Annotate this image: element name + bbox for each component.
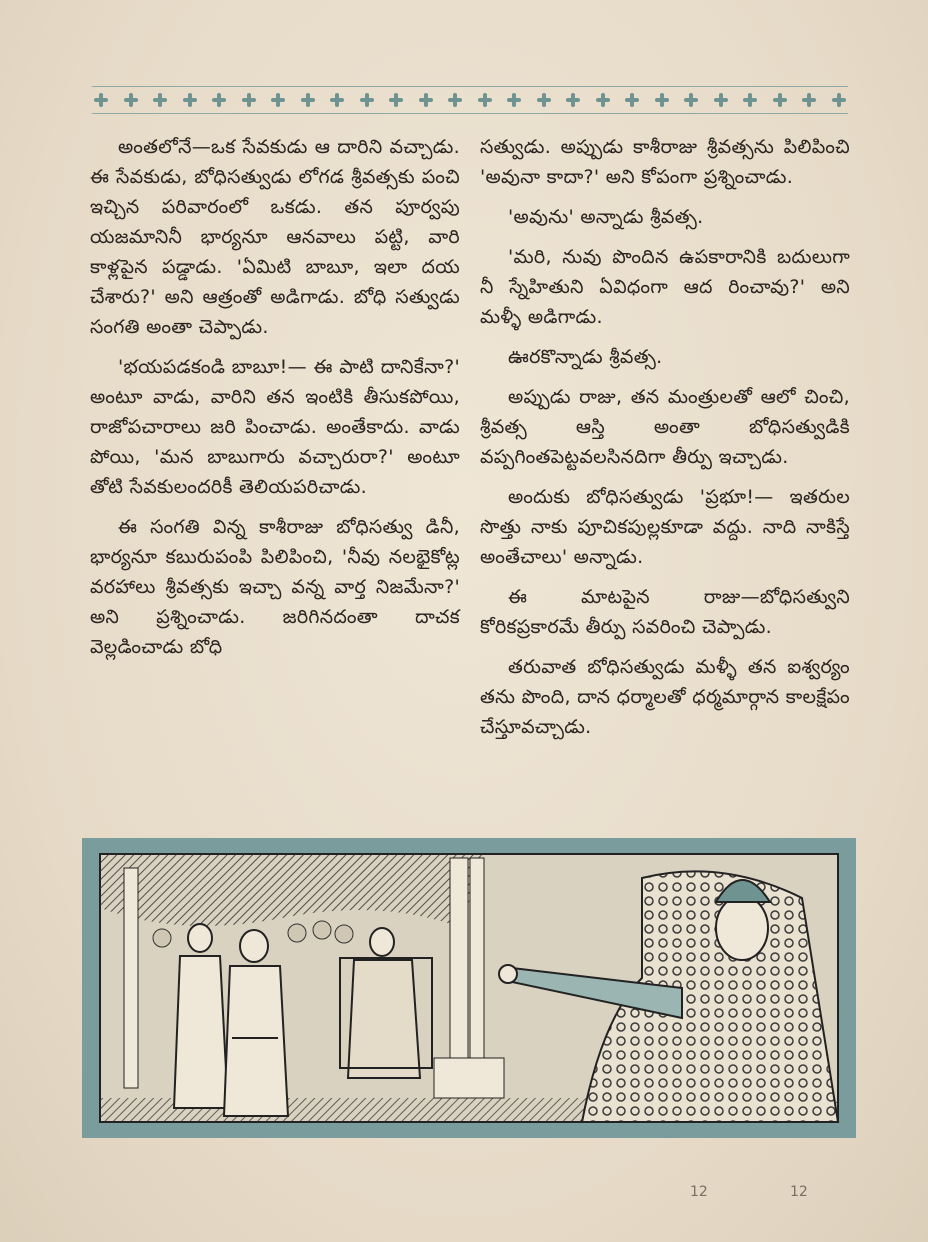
paragraph: సత్వుడు. అప్పుడు కాశీరాజు శ్రీవత్సను పిలిపించి 'అవునా కాదా?' అని కోపంగా ప్రశ్నించాడు. <box>480 136 850 188</box>
right-column <box>480 132 850 752</box>
ornament-icon <box>505 91 523 109</box>
ornament-icon <box>564 91 582 109</box>
ornament-icon <box>476 91 494 109</box>
ornament-icon <box>594 91 612 109</box>
ornament-icon <box>535 91 553 109</box>
ornament-icon <box>151 91 169 109</box>
ornament-icon <box>269 91 287 109</box>
ornament-icon <box>181 91 199 109</box>
paragraph: ఈ మాటపైన రాజు—బోధిసత్వుని కోరికప్రకారమే తీర్పు సవరించి చెప్పాడు. <box>480 586 850 638</box>
ornament-icon <box>741 91 759 109</box>
ornament-icon <box>712 91 730 109</box>
ornament-icon <box>682 91 700 109</box>
illustration-svg <box>82 838 856 1138</box>
ornament-icon <box>446 91 464 109</box>
ornament-icon <box>328 91 346 109</box>
paragraph: అందుకు బోధిసత్వుడు 'ప్రభూ!— ఇతరుల సొత్తు నాకు పూచికపుల్లకూడా వద్దు. నాది నాకిస్తే అంతేచాలు' అన్నాడు. <box>480 486 850 568</box>
ornament-icon <box>387 91 405 109</box>
decorative-border <box>92 86 848 114</box>
paragraph: అప్పుడు రాజు, తన మంత్రులతో ఆలో చించి, శ్రీవత్స ఆస్తి అంతా బోధిసత్వుడికి వప్పగింతపెట్టవలసినదిగా తీర్పు ఇచ్చాడు. <box>480 386 850 468</box>
ornament-icon <box>210 91 228 109</box>
left-column <box>90 132 460 672</box>
ornament-icon <box>800 91 818 109</box>
page-number: 12 <box>790 1184 808 1200</box>
paragraph: తరువాత బోధిసత్వుడు మళ్ళీ తన ఐశ్వర్యం తను పొంది, దాన ధర్మాలతో ధర్మమార్గాన కాలక్షేపం చేస్తూవచ్చాడు. <box>480 656 850 738</box>
ornament-icon <box>771 91 789 109</box>
ornament-icon <box>653 91 671 109</box>
ornament-icon <box>830 91 848 109</box>
ornament-icon <box>623 91 641 109</box>
paragraph: 'అవును' అన్నాడు శ్రీవత్స. <box>508 206 704 228</box>
ornament-icon <box>299 91 317 109</box>
ornament-icon <box>417 91 435 109</box>
ornament-icon <box>358 91 376 109</box>
paragraph: అంతలోనే—ఒక సేవకుడు ఆ దారిని వచ్చాడు. ఈ సేవకుడు, బోధిసత్వుడు లోగడ శ్రీవత్సకు పంచి ఇచ్చిన పరివారంలో ఒకడు. తన పూర్వపు యజమానినీ భార్యనూ ఆనవాలు పట్టి, వారి కాళ్లపైన పడ్డాడు. 'ఏమిటి బాబూ, ఇలా దయ చేశారు?' అని ఆత్రంతో అడిగాడు. బోధి సత్వుడు సంగతి అంతా చెప్పాడు. <box>90 136 460 338</box>
ornament-icon <box>240 91 258 109</box>
ornament-icon <box>122 91 140 109</box>
court-scene-illustration <box>82 838 856 1138</box>
paragraph: 'భయపడకండి బాబూ!— ఈ పాటి దానికేనా?' అంటూ వాడు, వారిని తన ఇంటికి తీసుకపోయి, రాజోపచారాలు జరి పించాడు. అంతేకాదు. వాడు పోయి, 'మన బాబుగారు వచ్చారురా?' అంటూ తోటి సేవకులందరికీ తెలియపరిచాడు. <box>90 356 460 498</box>
page-number: 12 <box>690 1184 708 1200</box>
ornament-icon <box>92 91 110 109</box>
paragraph: ఊరకొన్నాడు శ్రీవత్స. <box>508 346 663 368</box>
paragraph: ఈ సంగతి విన్న కాశీరాజు బోధిసత్వు డినీ, భార్యనూ కబురుపంపి పిలిపించి, 'నీవు నలభైకోట్ల వరహాలు శ్రీవత్సకు ఇచ్చా వన్న వార్త నిజమేనా?' అని ప్రశ్నించాడు. జరిగినదంతా దాచక వెల్లడించాడు బోధి <box>90 516 460 658</box>
paragraph: 'మరి, నువు పొందిన ఉపకారానికి బదులుగా నీ స్నేహితుని ఏవిధంగా ఆద రించావు?' అని మళ్ళీ అడిగాడు. <box>480 246 850 328</box>
